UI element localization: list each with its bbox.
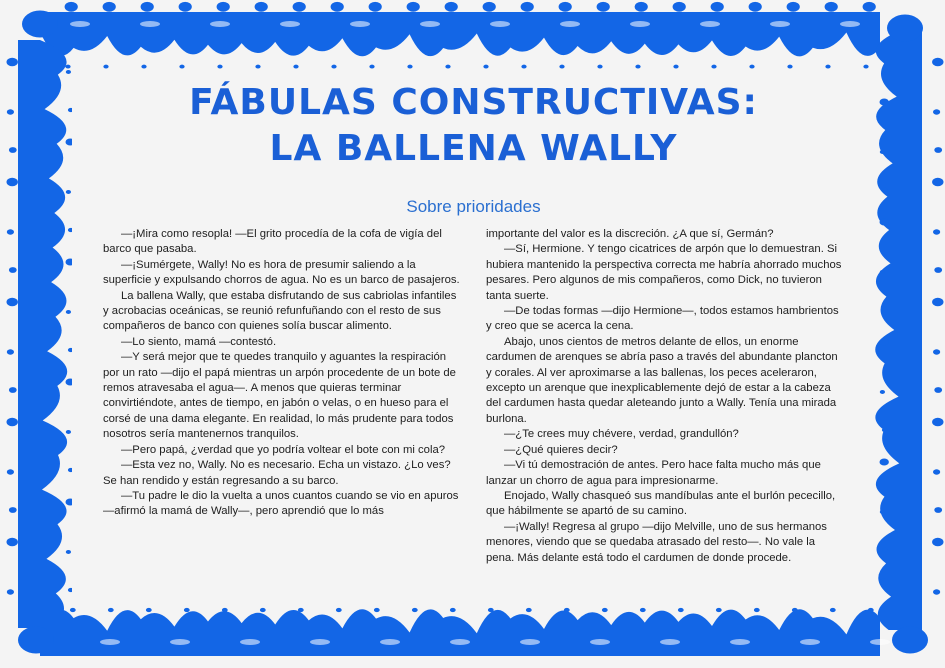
water-drop: [9, 507, 17, 513]
splash-highlight: [700, 21, 720, 27]
splash-highlight: [560, 21, 580, 27]
water-drop: [602, 608, 608, 612]
splash-highlight: [870, 639, 890, 645]
water-drop: [868, 608, 874, 612]
splash-highlight: [840, 21, 860, 27]
splash-highlight: [490, 21, 510, 27]
water-drop: [7, 469, 14, 474]
water-drop: [880, 98, 889, 105]
water-drop: [66, 310, 71, 314]
splash-highlight: [140, 21, 160, 27]
water-drop: [640, 608, 646, 612]
water-drop: [66, 70, 71, 74]
water-drop: [179, 65, 184, 69]
water-drop: [932, 538, 943, 547]
paragraph: —Lo siento, mamá —contestó.: [121, 335, 277, 348]
paragraph: Abajo, unos cientos de metros delante de ellos, un enorme cardumen de arenques se abría paso a través del abundante plancton y corales. Al ver aproximarse a las ballenas, los peces aceleraron, excepto un arenque que inexplicablemente dejó de estar a la cabeza del cardumen hasta quedar aleteando junto a Wally. Tenía una mirada burlona.: [486, 335, 838, 425]
water-drop: [892, 627, 928, 654]
water-drop: [880, 270, 885, 274]
water-drop: [933, 109, 940, 114]
water-drop: [787, 65, 792, 69]
paragraph: —Tu padre le dio la vuelta a unos cuantos cuando se vio en apuros —afirmó la mamá de Wally—, pero aprendió que lo más: [103, 489, 459, 518]
title-line-2: LA BALLENA WALLY: [269, 128, 678, 169]
left-text-column: [103, 227, 463, 520]
page-subtitle: Sobre prioridades: [406, 197, 541, 216]
water-drop: [7, 298, 18, 307]
water-drop: [7, 109, 14, 114]
water-drop: [882, 548, 888, 552]
water-drop: [825, 65, 830, 69]
water-drop: [787, 2, 800, 12]
water-drop: [141, 65, 146, 69]
water-drop: [66, 550, 71, 554]
water-drop: [412, 608, 418, 612]
water-drop: [65, 65, 70, 69]
splash-band: [40, 12, 880, 56]
water-drop: [880, 150, 885, 154]
right-text-column: [486, 227, 846, 566]
water-drop: [483, 65, 488, 69]
paragraph: —De todas formas —dijo Hermione—, todos estamos hambrientos y creo que se acerca la cena.: [486, 305, 839, 333]
water-drop: [331, 65, 336, 69]
water-drop: [70, 608, 76, 612]
water-drop: [711, 65, 716, 69]
water-drop: [863, 2, 876, 12]
water-drop: [880, 390, 885, 394]
water-drop: [792, 608, 798, 612]
water-drop: [880, 458, 889, 465]
water-drop: [932, 178, 943, 187]
splash-highlight: [630, 21, 650, 27]
water-drop: [559, 2, 572, 12]
water-drop: [754, 608, 760, 612]
water-drop: [521, 2, 534, 12]
splash-highlight: [660, 639, 680, 645]
paragraph: —Y será mejor que te quedes tranquilo y aguantes la respiración por un rato —dijo el papá mientras un arpón procedente de un bote de remos atravesaba el agua—. A menos que quieras terminar convirtiéndote, antes de tiempo, en jabón o velas, o en hueso para el corsé de una dama elegante. En realidad, lo más prudente para todos nosotros sería mantenernos tranquilos.: [103, 351, 456, 441]
water-drop: [934, 387, 942, 393]
water-drop: [932, 418, 943, 427]
water-drop: [9, 147, 17, 153]
water-drop: [882, 68, 888, 72]
water-drop: [255, 2, 268, 12]
paragraph: —¿Qué quieres decir?: [504, 443, 618, 456]
water-drop: [369, 65, 374, 69]
water-drop: [635, 2, 648, 12]
water-drop: [880, 578, 889, 585]
water-drop: [597, 65, 602, 69]
splash-highlight: [770, 21, 790, 27]
page-title: [72, 80, 875, 172]
water-drop: [7, 349, 14, 354]
water-drop: [825, 2, 838, 12]
splash-highlight: [280, 21, 300, 27]
water-drop: [934, 267, 942, 273]
water-drop: [407, 65, 412, 69]
splash-highlight: [70, 21, 90, 27]
water-drop: [934, 507, 942, 513]
water-drop: [255, 65, 260, 69]
water-drop: [880, 338, 889, 345]
paragraph: —Esta vez no, Wally. No es necesario. Echa un vistazo. ¿Lo ves? Se han rendido y están regresando a su barco.: [103, 459, 451, 487]
water-drop: [7, 229, 14, 234]
water-drop: [103, 2, 116, 12]
water-drop: [260, 608, 266, 612]
water-drop: [217, 2, 230, 12]
water-drop: [331, 2, 344, 12]
splash-highlight: [170, 639, 190, 645]
paragraph: —¡Wally! Regresa al grupo —dijo Melville, uno de sus hermanos menores, viendo que se quedaba atrasado del resto—. No vale la pena. Más delante está todo el cardumen de donde procede.: [486, 520, 827, 564]
splash-highlight: [240, 639, 260, 645]
water-drop: [716, 608, 722, 612]
water-drop: [65, 2, 78, 12]
water-drop: [526, 608, 532, 612]
water-drop: [521, 65, 526, 69]
splash-highlight: [800, 639, 820, 645]
water-drop: [298, 608, 304, 612]
water-drop: [445, 2, 458, 12]
water-drop: [882, 188, 888, 192]
water-drop: [678, 608, 684, 612]
water-drop: [9, 267, 17, 273]
water-drop: [445, 65, 450, 69]
water-drop: [141, 2, 154, 12]
water-drop: [407, 2, 420, 12]
water-drop: [7, 538, 18, 547]
water-drop: [293, 65, 298, 69]
water-drop: [749, 2, 762, 12]
water-drop: [932, 298, 943, 307]
water-drop: [863, 65, 868, 69]
paragraph: —¿Te crees muy chévere, verdad, grandullón?: [504, 428, 739, 441]
splash-highlight: [100, 639, 120, 645]
water-drop: [66, 190, 71, 194]
paragraph: —Vi tú demostración de antes. Pero hace falta mucho más que lanzar un chorro de agua para impresionarme.: [486, 459, 821, 487]
water-drop: [483, 2, 496, 12]
paragraph: Enojado, Wally chasqueó sus mandíbulas ante el burlón pececillo, que hábilmente se apartó de su camino.: [486, 489, 836, 518]
water-drop: [293, 2, 306, 12]
water-drop: [597, 2, 610, 12]
water-drop: [369, 2, 382, 12]
paragraph: —Sí, Hermione. Y tengo cicatrices de arpón que lo demuestran. Si hubiera mantenido la perspectiva correcta me habría ahorrado muchos pesares. Pero algunos de mis compañeros, como Dick, no tuvieron tanta suerte.: [486, 243, 842, 302]
splash-highlight: [450, 639, 470, 645]
water-drop: [933, 469, 940, 474]
splash-band: [40, 609, 880, 656]
water-drop: [882, 428, 888, 432]
title-line-1: FÁBULAS CONSTRUCTIVAS:: [189, 82, 758, 123]
water-drop: [711, 2, 724, 12]
water-drop: [66, 430, 71, 434]
water-drop: [830, 608, 836, 612]
water-drop: [932, 58, 943, 67]
paragraph: —¡Mira como resopla! —El grito procedía de la cofa de vigía del barco que pasaba.: [103, 228, 442, 256]
water-drop: [217, 65, 222, 69]
water-drop: [108, 608, 114, 612]
splash-highlight: [590, 639, 610, 645]
water-drop: [880, 510, 885, 514]
water-drop: [7, 418, 18, 427]
water-drop: [673, 2, 686, 12]
water-drop: [222, 608, 228, 612]
water-drop: [374, 608, 380, 612]
water-drop: [7, 58, 18, 67]
paragraph: La ballena Wally, que estaba disfrutando de sus cabriolas infantiles y acrobacias oceánicas, se reunió refunfuñando con el resto de sus compañeros de banco con quienes solía buscar alimento.: [103, 289, 457, 333]
paragraph: —¡Sumérgete, Wally! No es hora de presumir saliendo a la superficie y expulsando chorros de agua. No es un barco de pasajeros.: [103, 258, 460, 287]
water-drop: [880, 218, 889, 225]
water-drop: [103, 65, 108, 69]
water-drop: [887, 15, 923, 42]
splash-highlight: [420, 21, 440, 27]
water-drop: [564, 608, 570, 612]
splash-highlight: [310, 639, 330, 645]
paragraph: —Pero papá, ¿verdad que yo podría voltear el bote con mi cola?: [121, 443, 446, 456]
water-drop: [933, 349, 940, 354]
water-drop: [9, 387, 17, 393]
water-drop: [749, 65, 754, 69]
splash-band: [18, 40, 67, 628]
water-drop: [146, 608, 152, 612]
water-drop: [882, 308, 888, 312]
water-drop: [488, 608, 494, 612]
splash-band: [875, 30, 922, 630]
water-drop: [184, 608, 190, 612]
water-drop: [934, 147, 942, 153]
paragraph-continuation: importante del valor es la discreción. ¿A que sí, Germán?: [486, 228, 774, 240]
water-drop: [336, 608, 342, 612]
water-drop: [635, 65, 640, 69]
water-drop: [179, 2, 192, 12]
splash-highlight: [350, 21, 370, 27]
splash-highlight: [210, 21, 230, 27]
splash-highlight: [520, 639, 540, 645]
water-drop: [559, 65, 564, 69]
water-drop: [7, 589, 14, 594]
water-drop: [18, 627, 54, 654]
water-drop: [673, 65, 678, 69]
water-drop: [933, 589, 940, 594]
splash-highlight: [380, 639, 400, 645]
water-drop: [22, 11, 58, 38]
water-drop: [450, 608, 456, 612]
splash-highlight: [730, 639, 750, 645]
water-drop: [7, 178, 18, 187]
water-drop: [933, 229, 940, 234]
